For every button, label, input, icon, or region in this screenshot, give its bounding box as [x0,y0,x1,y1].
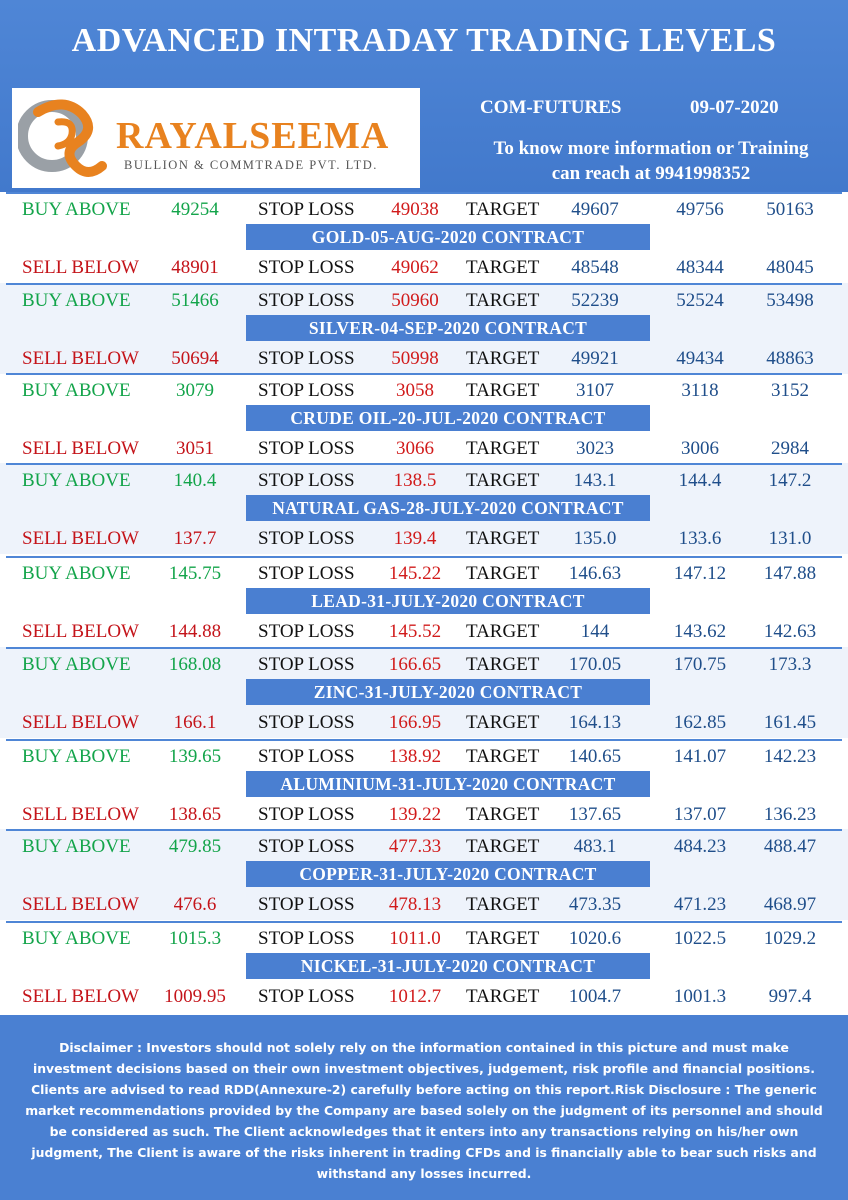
sell-price: 138.65 [168,804,222,825]
stop-loss-value: 1012.7 [388,986,442,1007]
stop-loss-value: 139.4 [393,528,437,549]
target-2-value: 48344 [676,257,724,278]
contract-name: LEAD-31-JULY-2020 CONTRACT [246,588,650,614]
target-1-value: 48548 [571,257,619,278]
buy-row [0,741,848,771]
target-1-value: 137.65 [568,804,622,825]
sell-price: 166.1 [173,712,217,733]
sell-label: SELL BELOW [22,348,139,369]
target-3-value: 488.47 [763,836,817,857]
target-label: TARGET [466,257,540,278]
buy-label: BUY ABOVE [22,836,131,857]
target-2-value: 1001.3 [673,986,727,1007]
target-1-value: 52239 [571,290,619,311]
contract-name: COPPER-31-JULY-2020 CONTRACT [246,861,650,887]
stop-loss-label: STOP LOSS [258,438,355,459]
logo-company-subtitle: BULLION & COMMTRADE PVT. LTD. [124,158,378,172]
sell-label: SELL BELOW [22,986,139,1007]
contact-info-line-2: can reach at 9941998352 [551,163,751,184]
company-logo [12,88,420,188]
target-2-value: 144.4 [678,470,722,491]
target-label: TARGET [466,836,540,857]
stop-loss-value: 166.95 [388,712,442,733]
buy-row [0,831,848,861]
buy-price: 168.08 [168,654,222,675]
stop-loss-label: STOP LOSS [258,528,355,549]
stop-loss-label: STOP LOSS [258,199,355,220]
target-label: TARGET [466,563,540,584]
buy-label: BUY ABOVE [22,380,131,401]
sell-price: 476.6 [173,894,217,915]
sell-price: 137.7 [173,528,217,549]
disclaimer-box [0,1015,848,1200]
target-3-value: 997.4 [768,986,812,1007]
buy-row [0,375,848,405]
target-3-value: 48863 [766,348,814,369]
stop-loss-label: STOP LOSS [258,712,355,733]
buy-label: BUY ABOVE [22,199,131,220]
disclaimer-text: Disclaimer : Investors should not solely rely on the information contained in this picture and must make investment decisions based on their own investment objectives, judgement, risk profile and financial positions. Clients are advised to read RDD(Annexure-2) carefully before acting on this report.Risk Disclosure : The generic market recommendations provided by the Company are based solely on the judgment of its personnel and should be considered as such. The Client acknowledges that it enters into any transactions relying on his/her own judgment, The Client is aware of the risks inherent in trading CFDs and is financially able to bear such risks and withstand any losses incurred. [25,1040,823,1181]
target-3-value: 147.88 [763,563,817,584]
target-3-value: 161.45 [763,712,817,733]
stop-loss-label: STOP LOSS [258,654,355,675]
target-label: TARGET [466,348,540,369]
target-2-value: 137.07 [673,804,727,825]
target-2-value: 3118 [681,380,719,401]
buy-price: 140.4 [173,470,217,491]
buy-row [0,285,848,315]
stop-loss-value: 145.22 [388,563,442,584]
buy-price: 479.85 [168,836,222,857]
target-3-value: 2984 [771,438,809,459]
target-3-value: 50163 [766,199,814,220]
stop-loss-value: 166.65 [388,654,442,675]
target-2-value: 162.85 [673,712,727,733]
contract-block [0,921,848,1012]
target-3-value: 53498 [766,290,814,311]
stop-loss-label: STOP LOSS [258,746,355,767]
logo-mark-icon [18,92,110,184]
target-1-value: 483.1 [573,836,617,857]
stop-loss-label: STOP LOSS [258,348,355,369]
stop-loss-value: 49038 [391,199,439,220]
target-1-value: 170.05 [568,654,622,675]
stop-loss-value: 139.22 [388,804,442,825]
target-label: TARGET [466,528,540,549]
sell-row [0,799,848,829]
buy-row [0,194,848,224]
target-3-value: 136.23 [763,804,817,825]
buy-row [0,923,848,953]
target-1-value: 1020.6 [568,928,622,949]
target-1-value: 49607 [571,199,619,220]
contract-name: SILVER-04-SEP-2020 CONTRACT [246,315,650,341]
stop-loss-label: STOP LOSS [258,257,355,278]
target-2-value: 484.23 [673,836,727,857]
sell-label: SELL BELOW [22,712,139,733]
target-2-value: 52524 [676,290,724,311]
target-3-value: 173.3 [768,654,812,675]
target-label: TARGET [466,746,540,767]
target-3-value: 142.23 [763,746,817,767]
stop-loss-value: 50998 [391,348,439,369]
sell-label: SELL BELOW [22,621,139,642]
target-2-value: 49756 [676,199,724,220]
sell-price: 1009.95 [164,986,226,1007]
target-2-value: 471.23 [673,894,727,915]
target-label: TARGET [466,290,540,311]
buy-price: 145.75 [168,563,222,584]
buy-label: BUY ABOVE [22,654,131,675]
stop-loss-label: STOP LOSS [258,836,355,857]
target-1-value: 1004.7 [568,986,622,1007]
contract-name: GOLD-05-AUG-2020 CONTRACT [246,224,650,250]
buy-price: 51466 [171,290,219,311]
buy-price: 49254 [171,199,219,220]
target-1-value: 135.0 [573,528,617,549]
sell-row [0,433,848,463]
sell-price: 144.88 [168,621,222,642]
target-1-value: 3107 [576,380,614,401]
contract-block [0,373,848,464]
target-2-value: 133.6 [678,528,722,549]
sell-label: SELL BELOW [22,804,139,825]
target-3-value: 48045 [766,257,814,278]
target-3-value: 142.63 [763,621,817,642]
stop-loss-value: 3058 [396,380,434,401]
stop-loss-value: 50960 [391,290,439,311]
target-label: TARGET [466,380,540,401]
contract-name: NATURAL GAS-28-JULY-2020 CONTRACT [246,495,650,521]
sell-row [0,889,848,919]
target-1-value: 144 [580,621,610,642]
stop-loss-value: 1011.0 [389,928,441,949]
target-1-value: 146.63 [568,563,622,584]
buy-price: 1015.3 [168,928,222,949]
sell-row [0,343,848,373]
stop-loss-label: STOP LOSS [258,563,355,584]
sell-row [0,707,848,737]
target-2-value: 3006 [681,438,719,459]
stop-loss-label: STOP LOSS [258,380,355,401]
buy-label: BUY ABOVE [22,563,131,584]
target-3-value: 3152 [771,380,809,401]
buy-price: 3079 [176,380,214,401]
stop-loss-label: STOP LOSS [258,621,355,642]
buy-label: BUY ABOVE [22,290,131,311]
contract-block [0,829,848,920]
target-label: TARGET [466,986,540,1007]
sell-row [0,981,848,1011]
stop-loss-value: 138.5 [393,470,437,491]
header-banner [0,0,848,192]
contract-block [0,556,848,647]
logo-company-name: RAYALSEEMA [116,115,390,157]
stop-loss-value: 477.33 [388,836,442,857]
target-label: TARGET [466,438,540,459]
stop-loss-label: STOP LOSS [258,986,355,1007]
contract-block [0,192,848,283]
sell-price: 3051 [176,438,214,459]
stop-loss-value: 49062 [391,257,439,278]
stop-loss-label: STOP LOSS [258,290,355,311]
target-3-value: 131.0 [768,528,812,549]
contract-block [0,647,848,738]
contract-name: ALUMINIUM-31-JULY-2020 CONTRACT [246,771,650,797]
contact-info-line-1: To know more information or Training [493,138,809,159]
buy-row [0,558,848,588]
buy-row [0,649,848,679]
buy-label: BUY ABOVE [22,470,131,491]
target-label: TARGET [466,470,540,491]
target-label: TARGET [466,654,540,675]
target-3-value: 147.2 [768,470,812,491]
contract-name: ZINC-31-JULY-2020 CONTRACT [246,679,650,705]
target-label: TARGET [466,894,540,915]
contract-name: NICKEL-31-JULY-2020 CONTRACT [246,953,650,979]
target-1-value: 140.65 [568,746,622,767]
target-2-value: 143.62 [673,621,727,642]
target-label: TARGET [466,712,540,733]
target-2-value: 147.12 [673,563,727,584]
sell-label: SELL BELOW [22,257,139,278]
stop-loss-value: 478.13 [388,894,442,915]
page-title: ADVANCED INTRADAY TRADING LEVELS [71,22,777,59]
stop-loss-value: 3066 [396,438,434,459]
target-2-value: 141.07 [673,746,727,767]
contract-name: CRUDE OIL-20-JUL-2020 CONTRACT [246,405,650,431]
sell-row [0,252,848,282]
buy-label: BUY ABOVE [22,928,131,949]
stop-loss-value: 145.52 [388,621,442,642]
sell-label: SELL BELOW [22,438,139,459]
buy-price: 139.65 [168,746,222,767]
contract-block [0,463,848,554]
target-2-value: 49434 [676,348,724,369]
target-label: TARGET [466,621,540,642]
target-1-value: 143.1 [573,470,617,491]
target-2-value: 170.75 [673,654,727,675]
target-2-value: 1022.5 [673,928,727,949]
sell-price: 48901 [171,257,219,278]
target-label: TARGET [466,804,540,825]
target-1-value: 49921 [571,348,619,369]
target-label: TARGET [466,928,540,949]
target-1-value: 473.35 [568,894,622,915]
stop-loss-label: STOP LOSS [258,928,355,949]
buy-label: BUY ABOVE [22,746,131,767]
sell-label: SELL BELOW [22,894,139,915]
stop-loss-label: STOP LOSS [258,804,355,825]
target-label: TARGET [466,199,540,220]
stop-loss-label: STOP LOSS [258,894,355,915]
sell-label: SELL BELOW [22,528,139,549]
sell-row [0,523,848,553]
stop-loss-label: STOP LOSS [258,470,355,491]
stop-loss-value: 138.92 [388,746,442,767]
contract-block [0,283,848,374]
target-1-value: 3023 [576,438,614,459]
report-date: 09-07-2020 [690,97,779,118]
buy-row [0,465,848,495]
target-1-value: 164.13 [568,712,622,733]
contact-info [456,136,846,186]
sell-price: 50694 [171,348,219,369]
target-3-value: 468.97 [763,894,817,915]
contract-block [0,739,848,830]
target-3-value: 1029.2 [763,928,817,949]
segment-label: COM-FUTURES [480,97,622,118]
sell-row [0,616,848,646]
